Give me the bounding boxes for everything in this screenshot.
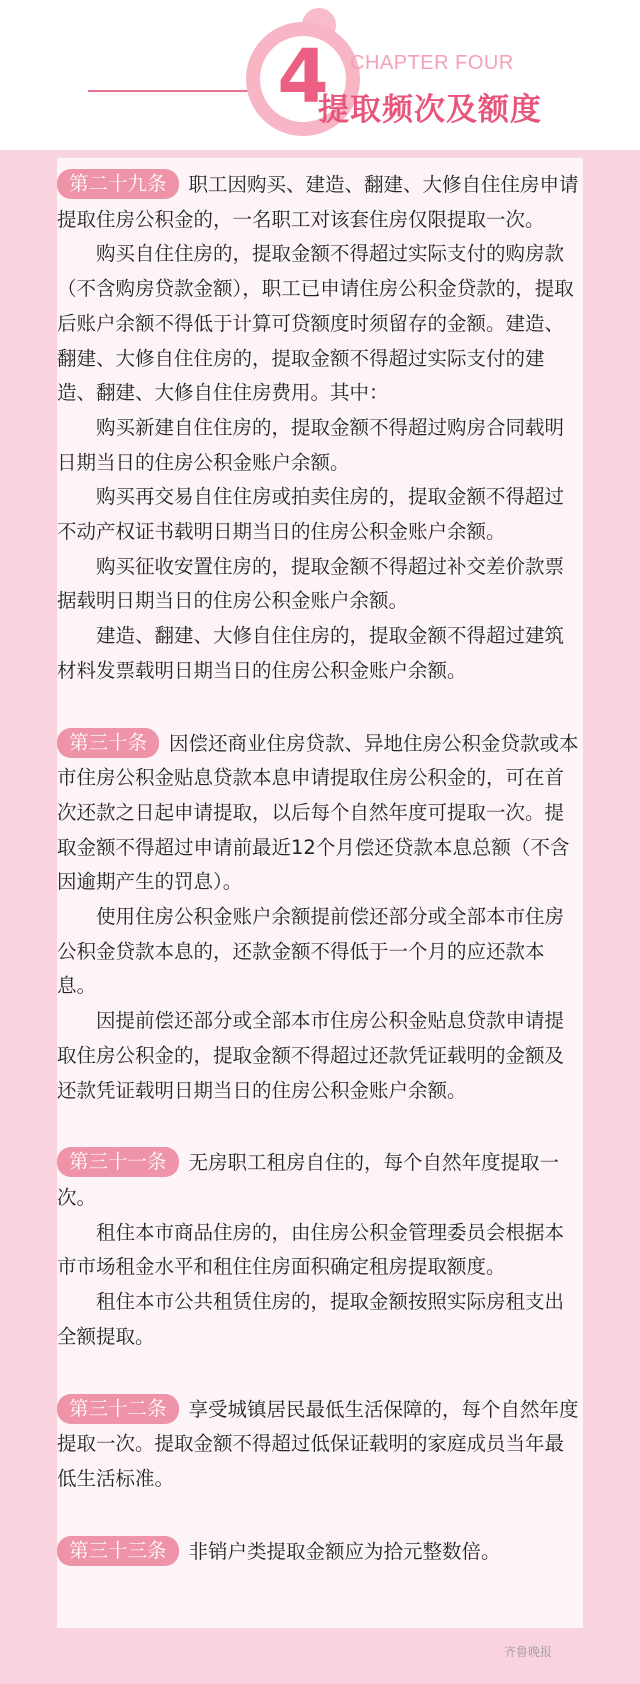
- article-paragraph: 租住本市公共租赁住房的，提取金额按照实际房租支出全额提取。: [57, 1290, 565, 1348]
- article: [57, 1146, 583, 1354]
- article-paragraph: 购买新建自住住房的，提取金额不得超过购房合同载明日期当日的住房公积金账户余额。: [57, 415, 565, 474]
- chapter-header: [0, 0, 640, 150]
- article-badge: 第三十一条: [57, 1147, 179, 1177]
- article-paragraph: 购买自住住房的，提取金额不得超过实际支付的购房款（不含购房贷款金额），职工已申请住房公积金贷款的，提取后账户余额不得低于计算可贷额度时须留存的金额。建造、翻建、大修自住住房的，提取金额不得超过实际支付的建造、翻建、大修自住住房费用。其中：: [57, 242, 574, 405]
- article-lead: [57, 168, 583, 237]
- chapter-label: CHAPTER FOUR: [350, 52, 514, 74]
- article-lead-text: 非销户类提取金额应为拾元整数倍。: [188, 1539, 501, 1563]
- article-spacer: [57, 689, 583, 727]
- article-lead: [57, 1393, 583, 1497]
- article-lead: [57, 1535, 583, 1570]
- article-badge: 第三十二条: [57, 1394, 179, 1424]
- article-paragraph: 购买征收安置住房的，提取金额不得超过补交差价款票据载明日期当日的住房公积金账户余额。: [57, 554, 565, 613]
- chapter-number: 4: [277, 34, 329, 120]
- article-spacer: [57, 1108, 583, 1146]
- article-lead-text: 享受城镇居民最低生活保障的，每个自然年度提取一次。提取金额不得超过低保证载明的家庭成员当年最低生活标准。: [57, 1397, 579, 1490]
- article-paragraph: 使用住房公积金账户余额提前偿还部分或全部本市住房公积金贷款本息的，还款金额不得低于一个月的应还款本息。: [57, 905, 565, 998]
- article: [57, 1535, 583, 1570]
- article: [57, 168, 583, 689]
- article-badge: 第二十九条: [57, 169, 179, 199]
- article-lead: [57, 1146, 583, 1215]
- article-lead-text: 无房职工租房自住的，每个自然年度提取一次。: [57, 1151, 560, 1209]
- article-paragraph: 租住本市商品住房的，由住房公积金管理委员会根据本市市场租金水平和租住住房面积确定租房提取额度。: [57, 1220, 565, 1279]
- article-paragraph: 购买再交易自住住房或拍卖住房的，提取金额不得超过不动产权证书载明日期当日的住房公积金账户余额。: [57, 485, 565, 544]
- footer-logo: 齐鲁晚报: [504, 1645, 553, 1659]
- article-spacer: [57, 1497, 583, 1535]
- chapter-title: 提取频次及额度: [318, 92, 542, 128]
- article-lead: [57, 727, 583, 901]
- article-spacer: [57, 1355, 583, 1393]
- article-lead-text: 因偿还商业住房贷款、异地住房公积金贷款或本市住房公积金贴息贷款本息申请提取住房公积金的，可在首次还款之日起申请提取，以后每个自然年度可提取一次。提取金额不得超过申请前最近12个月偿还贷款本息总额（不含因逾期产生的罚息）。: [57, 731, 579, 894]
- article-lead-text: 职工因购买、建造、翻建、大修自住住房申请提取住房公积金的，一名职工对该套住房仅限提取一次。: [57, 173, 579, 231]
- article-paragraph: 建造、翻建、大修自住住房的，提取金额不得超过建筑材料发票载明日期当日的住房公积金账户余额。: [57, 624, 565, 682]
- article-paragraph: 因提前偿还部分或全部本市住房公积金贴息贷款申请提取住房公积金的，提取金额不得超过还款凭证载明的金额及还款凭证载明日期当日的住房公积金账户余额。: [57, 1009, 565, 1102]
- articles-list: [57, 168, 583, 1569]
- article: [57, 727, 583, 1109]
- article-badge: 第三十条: [57, 728, 159, 758]
- article: [57, 1393, 583, 1497]
- article-badge: 第三十三条: [57, 1536, 179, 1566]
